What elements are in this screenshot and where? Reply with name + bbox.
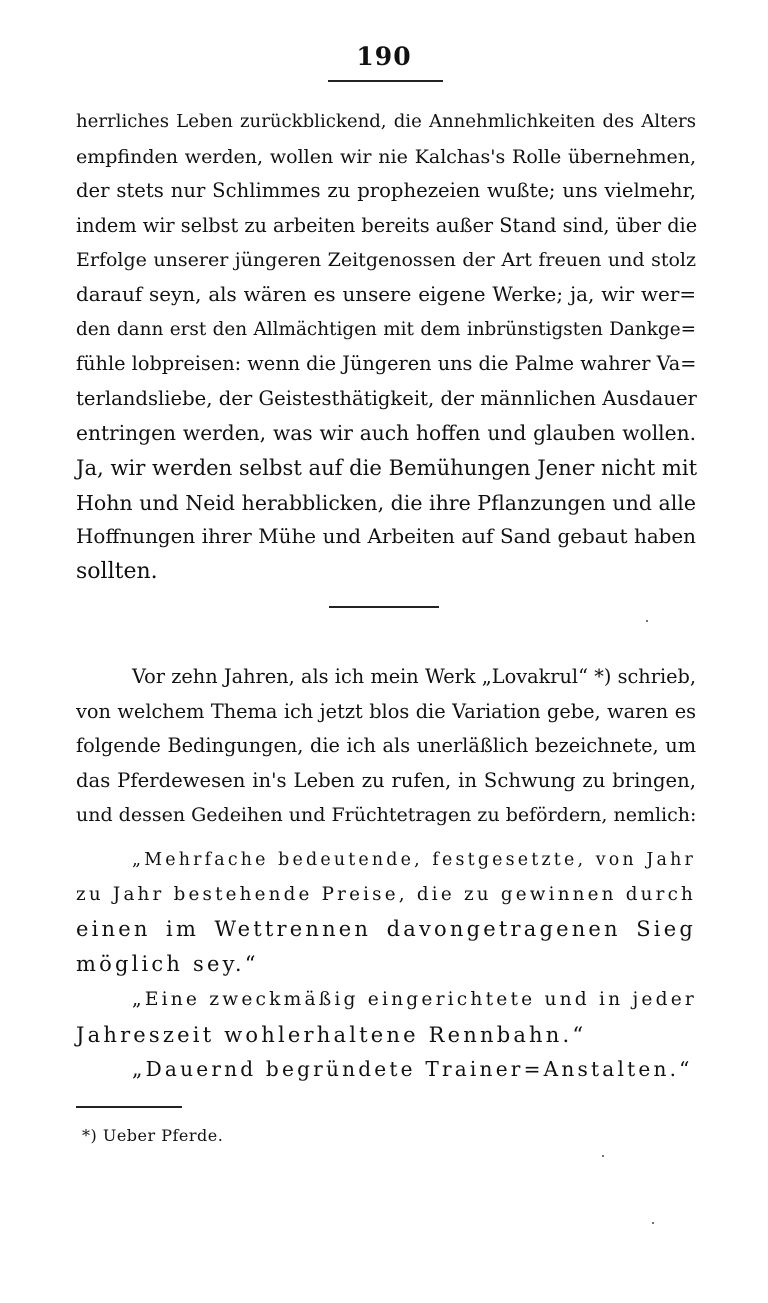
text-line: Jahreszeit wohlerhaltene Rennbahn.“ [76,1022,587,1047]
text-line: entringen werden, was wir auch hoffen und glauben wollen. [76,421,696,446]
text-line: möglich sey.“ [76,951,259,976]
print-speck [646,620,648,622]
text-line: indem wir selbst zu arbeiten bereits außer Stand sind, über die [76,213,698,237]
paragraph-continued [76,105,696,589]
text-line: der stets nur Schlimmes zu prophezeien wußte; uns vielmehr, [76,179,696,203]
text-line: Hohn und Neid herabblicken, die ihre Pflanzungen und alle [76,490,696,515]
quoted-condition [76,1052,696,1087]
text-line: von welchem Thema ich jetzt blos die Variation gebe, waren es [76,699,696,723]
text-line: Hoffnungen ihrer Mühe und Arbeiten auf Sand gebaut haben [76,525,696,549]
text-line: darauf seyn, als wären es unsere eigene Werke; ja, wir wer= [76,282,696,306]
paragraph [76,660,696,833]
text-line: folgende Bedingungen, die ich als unerläßlich bezeichnete, um [76,734,696,758]
page-number: 190 [356,42,412,71]
text-line: zu Jahr bestehende Preise, die zu gewinnen durch [76,883,696,905]
text-line: „Dauernd begründete Trainer=Anstalten.“ [132,1057,693,1081]
text-line: Erfolge unserer jüngeren Zeitgenossen der Art freuen und stolz [76,249,696,272]
text-line: den dann erst den Allmächtigen mit dem inbrünstigsten Dankge= [76,318,696,340]
text-line: „Eine zweckmäßig eingerichtete und in jeder [132,989,698,1010]
text-line: das Pferdewesen in's Leben zu rufen, in Schwung zu bringen, [76,768,696,792]
footnote: *) Ueber Pferde. [82,1126,224,1145]
footnote-rule [76,1106,182,1108]
quoted-condition [76,983,696,1052]
text-line: Vor zehn Jahren, als ich mein Werk „Lovakrul“ *) schrieb, [132,665,696,688]
quoted-condition [76,843,696,981]
text-line: herrliches Leben zurückblickend, die Annehmlichkeiten des Alters [76,111,696,132]
text-line: sollten. [76,558,158,584]
text-line: Ja, wir werden selbst auf die Bemühungen Jener nicht mit [76,454,698,480]
text-line: terlandsliebe, der Geistesthätigkeit, der männlichen Ausdauer [76,386,697,410]
text-line: empfinden werden, wollen wir nie Kalchas's Rolle übernehmen, [76,145,696,168]
header-rule [328,80,443,82]
text-line: fühle lobpreisen: wenn die Jüngeren uns die Palme wahrer Va= [76,352,697,376]
print-speck [652,1222,654,1224]
section-divider [329,606,439,608]
text-line: „Mehrfache bedeutende, festgesetzte, von Jahr [132,850,696,870]
text-line: und dessen Gedeihen und Früchtetragen zu befördern, nemlich: [76,804,697,827]
text-line: einen im Wettrennen davongetragenen Sieg [76,917,696,942]
print-speck [602,1155,604,1157]
